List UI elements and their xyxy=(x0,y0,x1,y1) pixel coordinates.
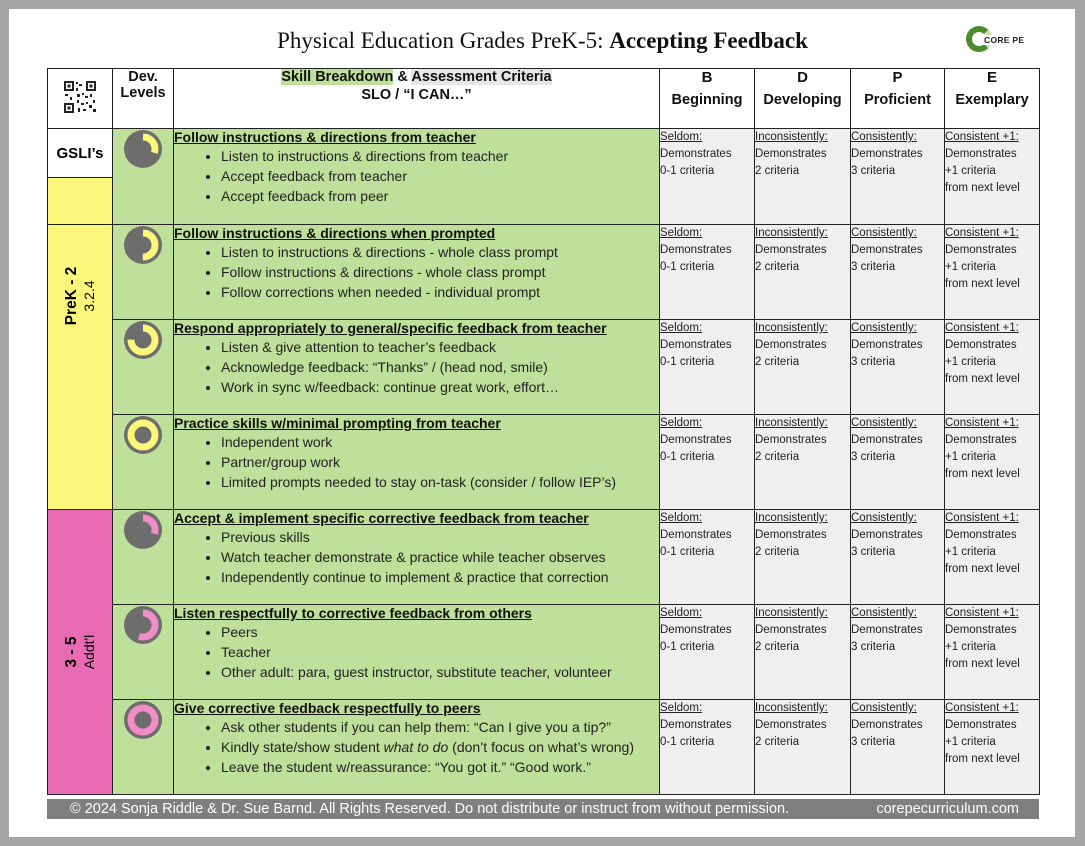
skill-bullet: • Accept feedback from peer xyxy=(221,186,659,206)
criteria-label: Seldom: xyxy=(660,417,703,429)
site-link[interactable]: corepecurriculum.com xyxy=(876,801,1019,817)
skill-bullet: • Ask other students if you can help them: “Can I give you a tip?” xyxy=(221,717,659,737)
criteria-proficient xyxy=(851,320,945,415)
criteria-line: 0-1 criteria xyxy=(660,641,715,653)
skill-bullet: • Accept feedback from teacher xyxy=(221,166,659,186)
skill-bullet: • Follow corrections when needed - individual prompt xyxy=(221,282,659,302)
criteria-line: from next level xyxy=(945,563,1020,575)
skill-bullet-list xyxy=(174,337,659,397)
skill-bullet: • Independently continue to implement & practice that correction xyxy=(221,567,659,587)
level-letter: B xyxy=(701,69,713,86)
gsli-label: GSLI’s xyxy=(48,129,112,178)
criteria-exemplary xyxy=(945,225,1040,320)
criteria-line: 0-1 criteria xyxy=(660,165,715,177)
criteria-developing xyxy=(755,510,851,605)
criteria-line: Demonstrates xyxy=(851,148,923,160)
criteria-line: from next level xyxy=(945,373,1020,385)
skill-bullet: • Listen to instructions & directions from teacher xyxy=(221,146,659,166)
grade-band-prek-2 xyxy=(48,225,113,510)
level-header-proficient xyxy=(851,69,945,129)
criteria-line: +1 criteria xyxy=(945,261,996,273)
criteria-label: Consistent +1: xyxy=(945,417,1019,429)
criteria-line: +1 criteria xyxy=(945,546,996,558)
criteria-label: Consistent +1: xyxy=(945,227,1019,239)
criteria-line: 2 criteria xyxy=(755,356,800,368)
skill-bullet-list xyxy=(174,242,659,302)
criteria-label: Consistently: xyxy=(851,131,917,143)
criteria-line: 3 criteria xyxy=(851,451,896,463)
dev-level-cell xyxy=(113,510,174,605)
criteria-label: Inconsistently: xyxy=(755,702,828,714)
criteria-line: Demonstrates xyxy=(755,624,827,636)
criteria-proficient xyxy=(851,225,945,320)
level-letter: E xyxy=(986,69,997,86)
criteria-label: Consistently: xyxy=(851,702,917,714)
skill-heading: Listen respectfully to corrective feedback from others xyxy=(174,605,532,621)
criteria-label: Consistent +1: xyxy=(945,607,1019,619)
criteria-line: 3 criteria xyxy=(851,546,896,558)
qr-code-icon[interactable] xyxy=(63,80,97,114)
criteria-line: from next level xyxy=(945,182,1020,194)
skill-bullet-list xyxy=(174,527,659,587)
criteria-label: Seldom: xyxy=(660,131,703,143)
criteria-line: Demonstrates xyxy=(945,529,1017,541)
skill-bullet: • Peers xyxy=(221,622,659,642)
criteria-line: Demonstrates xyxy=(945,244,1017,256)
level-letter: D xyxy=(797,69,808,86)
criteria-line: +1 criteria xyxy=(945,165,996,177)
dial-center xyxy=(136,523,150,537)
skill-bullet-list xyxy=(174,146,659,206)
qr-code-cell xyxy=(48,69,113,129)
level-name: Proficient xyxy=(864,92,931,108)
skill-bullet: • Acknowledge feedback: “Thanks” / (head nod, smile) xyxy=(221,357,659,377)
criteria-label: Seldom: xyxy=(660,322,703,334)
skill-breakdown-label: Skill Breakdown xyxy=(281,69,394,85)
skill-cell xyxy=(174,700,660,795)
criteria-line: 3 criteria xyxy=(851,356,896,368)
header-row xyxy=(48,69,1040,129)
criteria-line: from next level xyxy=(945,468,1020,480)
logo-text: CORE PE xyxy=(984,35,1025,45)
skill-cell xyxy=(174,225,660,320)
skill-bullet: • Limited prompts needed to stay on-task (consider / follow IEP’s) xyxy=(221,472,659,492)
skill-bullet: • Other adult: para, guest instructor, substitute teacher, volunteer xyxy=(221,662,659,682)
criteria-line: 2 criteria xyxy=(755,641,800,653)
criteria-developing xyxy=(755,320,851,415)
criteria-label: Consistently: xyxy=(851,607,917,619)
footer-bar xyxy=(47,799,1039,819)
dial-center xyxy=(136,713,150,727)
grade-band-label xyxy=(63,267,97,326)
dev-level-dial-icon xyxy=(123,510,163,550)
skill-bullet: • Listen & give attention to teacher’s feedback xyxy=(221,337,659,357)
gsli-cell xyxy=(48,129,113,225)
skill-cell xyxy=(174,415,660,510)
criteria-line: Demonstrates xyxy=(660,339,732,351)
criteria-line: 0-1 criteria xyxy=(660,451,715,463)
skill-bullet: • Kindly state/show student what to do (don’t focus on what’s wrong) xyxy=(221,737,659,757)
criteria-developing xyxy=(755,415,851,510)
criteria-line: +1 criteria xyxy=(945,451,996,463)
skill-bullet-list xyxy=(174,622,659,682)
level-name: Exemplary xyxy=(955,92,1029,108)
dev-level-cell xyxy=(113,605,174,700)
dev-levels-header: Dev. Levels xyxy=(113,69,174,129)
dev-level-dial-icon xyxy=(123,320,163,360)
dial-center xyxy=(136,428,150,442)
criteria-line: Demonstrates xyxy=(851,244,923,256)
criteria-line: 0-1 criteria xyxy=(660,546,715,558)
skill-heading: Accept & implement specific corrective feedback from teacher xyxy=(174,510,589,526)
dial-center xyxy=(136,333,150,347)
dial-center xyxy=(136,238,150,252)
criteria-label: Consistently: xyxy=(851,322,917,334)
criteria-proficient xyxy=(851,605,945,700)
criteria-line: 0-1 criteria xyxy=(660,356,715,368)
dev-level-cell xyxy=(113,129,174,225)
skill-bullet: • Teacher xyxy=(221,642,659,662)
criteria-beginning xyxy=(660,129,755,225)
criteria-line: Demonstrates xyxy=(851,339,923,351)
title-prefix: Physical Education Grades PreK-5: xyxy=(277,28,604,53)
skill-bullet: • Leave the student w/reassurance: “You got it.” “Good work.” xyxy=(221,757,659,777)
rubric-row xyxy=(48,605,1040,700)
skill-heading: Give corrective feedback respectfully to peers xyxy=(174,700,481,716)
criteria-exemplary xyxy=(945,129,1040,225)
criteria-line: Demonstrates xyxy=(755,244,827,256)
skill-bullet: • Partner/group work xyxy=(221,452,659,472)
skill-cell xyxy=(174,510,660,605)
dial-center xyxy=(136,142,150,156)
skill-bullet: • Previous skills xyxy=(221,527,659,547)
criteria-beginning xyxy=(660,320,755,415)
skill-heading: Practice skills w/minimal prompting from teacher xyxy=(174,415,501,431)
title-topic: Accepting Feedback xyxy=(609,28,808,53)
criteria-label: Inconsistently: xyxy=(755,322,828,334)
skill-bullet: • Listen to instructions & directions - whole class prompt xyxy=(221,242,659,262)
dev-level-dial-icon xyxy=(123,700,163,740)
criteria-line: Demonstrates xyxy=(945,719,1017,731)
grade-band-label xyxy=(63,635,97,670)
criteria-exemplary xyxy=(945,700,1040,795)
criteria-line: Demonstrates xyxy=(755,148,827,160)
criteria-line: +1 criteria xyxy=(945,356,996,368)
criteria-line: Demonstrates xyxy=(660,148,732,160)
criteria-line: Demonstrates xyxy=(851,719,923,731)
grade-band-3-5 xyxy=(48,510,113,795)
criteria-line: Demonstrates xyxy=(945,624,1017,636)
page-title xyxy=(0,28,1085,54)
criteria-label: Consistent +1: xyxy=(945,131,1019,143)
grade-band-k2-top xyxy=(48,178,112,224)
criteria-label: Consistent +1: xyxy=(945,702,1019,714)
criteria-line: Demonstrates xyxy=(660,624,732,636)
skill-heading: Follow instructions & directions from teacher xyxy=(174,129,476,145)
skill-bullet: • Independent work xyxy=(221,432,659,452)
criteria-line: Demonstrates xyxy=(851,624,923,636)
skill-bullet: • Follow instructions & directions - whole class prompt xyxy=(221,262,659,282)
level-header-exemplary xyxy=(945,69,1040,129)
criteria-line: 2 criteria xyxy=(755,261,800,273)
criteria-label: Consistent +1: xyxy=(945,512,1019,524)
criteria-line: 2 criteria xyxy=(755,165,800,177)
skill-bullet-list xyxy=(174,432,659,492)
rubric-table xyxy=(47,68,1040,795)
emphasis-phrase: what to do xyxy=(383,739,449,755)
grade-standard-code: Addt'l xyxy=(81,634,97,670)
criteria-label: Consistent +1: xyxy=(945,322,1019,334)
rubric-row xyxy=(48,510,1040,605)
dev-level-cell xyxy=(113,225,174,320)
criteria-line: Demonstrates xyxy=(660,434,732,446)
level-header-beginning xyxy=(660,69,755,129)
skill-cell xyxy=(174,605,660,700)
criteria-label: Consistently: xyxy=(851,417,917,429)
dial-center xyxy=(136,618,150,632)
grade-standard-code: 3.2.4 xyxy=(81,280,97,312)
dev-level-dial-icon xyxy=(123,225,163,265)
criteria-label: Consistently: xyxy=(851,512,917,524)
criteria-line: +1 criteria xyxy=(945,641,996,653)
level-letter: P xyxy=(892,69,903,86)
criteria-line: from next level xyxy=(945,658,1020,670)
criteria-line: Demonstrates xyxy=(755,339,827,351)
copyright-text: © 2024 Sonja Riddle & Dr. Sue Barnd. All Rights Reserved. Do not distribute or instruct from without permission. xyxy=(70,801,790,817)
criteria-beginning xyxy=(660,225,755,320)
criteria-label: Inconsistently: xyxy=(755,607,828,619)
criteria-line: Demonstrates xyxy=(660,719,732,731)
slo-label: SLO / “I CAN…” xyxy=(361,87,472,103)
criteria-line: 2 criteria xyxy=(755,451,800,463)
rubric-row xyxy=(48,415,1040,510)
skill-heading: Respond appropriately to general/specific feedback from teacher xyxy=(174,320,607,336)
rubric-row xyxy=(48,700,1040,795)
criteria-label: Consistently: xyxy=(851,227,917,239)
criteria-line: Demonstrates xyxy=(660,529,732,541)
criteria-proficient xyxy=(851,415,945,510)
skill-heading: Follow instructions & directions when prompted xyxy=(174,225,496,241)
criteria-beginning xyxy=(660,510,755,605)
criteria-line: 3 criteria xyxy=(851,641,896,653)
criteria-exemplary xyxy=(945,605,1040,700)
grade-range: PreK - 2 xyxy=(63,266,80,326)
criteria-line: +1 criteria xyxy=(945,736,996,748)
criteria-beginning xyxy=(660,605,755,700)
criteria-label: Seldom: xyxy=(660,512,703,524)
dev-level-dial-icon xyxy=(123,605,163,645)
criteria-proficient xyxy=(851,510,945,605)
criteria-label: Inconsistently: xyxy=(755,131,828,143)
criteria-beginning xyxy=(660,700,755,795)
criteria-line: 3 criteria xyxy=(851,165,896,177)
criteria-label: Inconsistently: xyxy=(755,227,828,239)
dev-level-cell xyxy=(113,700,174,795)
criteria-label: Seldom: xyxy=(660,607,703,619)
criteria-label: Inconsistently: xyxy=(755,417,828,429)
criteria-line: 2 criteria xyxy=(755,546,800,558)
criteria-proficient xyxy=(851,700,945,795)
criteria-exemplary xyxy=(945,415,1040,510)
criteria-line: Demonstrates xyxy=(851,529,923,541)
criteria-line: 0-1 criteria xyxy=(660,261,715,273)
criteria-developing xyxy=(755,129,851,225)
criteria-line: Demonstrates xyxy=(945,434,1017,446)
skill-cell xyxy=(174,320,660,415)
criteria-proficient xyxy=(851,129,945,225)
dev-level-cell xyxy=(113,320,174,415)
level-name: Developing xyxy=(763,92,842,108)
criteria-line: Demonstrates xyxy=(945,339,1017,351)
criteria-beginning xyxy=(660,415,755,510)
dev-level-dial-icon xyxy=(123,129,163,169)
criteria-line: Demonstrates xyxy=(851,434,923,446)
criteria-line: Demonstrates xyxy=(755,719,827,731)
criteria-exemplary xyxy=(945,510,1040,605)
core-pe-logo xyxy=(966,26,1026,64)
criteria-developing xyxy=(755,225,851,320)
skill-cell xyxy=(174,129,660,225)
rubric-row xyxy=(48,225,1040,320)
criteria-label: Inconsistently: xyxy=(755,512,828,524)
criteria-label: Seldom: xyxy=(660,227,703,239)
dev-level-dial-icon xyxy=(123,415,163,455)
skill-header xyxy=(174,69,660,129)
rubric-row xyxy=(48,129,1040,225)
assessment-criteria-label: Assessment Criteria xyxy=(411,69,552,85)
criteria-line: 0-1 criteria xyxy=(660,736,715,748)
level-header-developing xyxy=(755,69,851,129)
criteria-line: Demonstrates xyxy=(660,244,732,256)
criteria-line: Demonstrates xyxy=(755,529,827,541)
skill-bullet-list xyxy=(174,717,659,777)
criteria-line: 3 criteria xyxy=(851,261,896,273)
level-name: Beginning xyxy=(671,92,743,108)
grade-range: 3 - 5 xyxy=(63,636,80,668)
criteria-line: Demonstrates xyxy=(755,434,827,446)
criteria-line: from next level xyxy=(945,278,1020,290)
dev-level-cell xyxy=(113,415,174,510)
criteria-developing xyxy=(755,605,851,700)
criteria-line: Demonstrates xyxy=(945,148,1017,160)
criteria-line: from next level xyxy=(945,753,1020,765)
skill-bullet: • Watch teacher demonstrate & practice while teacher observes xyxy=(221,547,659,567)
criteria-line: 3 criteria xyxy=(851,736,896,748)
ampersand-label: & xyxy=(397,69,408,85)
criteria-line: 2 criteria xyxy=(755,736,800,748)
criteria-exemplary xyxy=(945,320,1040,415)
rubric-row xyxy=(48,320,1040,415)
criteria-label: Seldom: xyxy=(660,702,703,714)
criteria-developing xyxy=(755,700,851,795)
skill-bullet: • Work in sync w/feedback: continue great work, effort… xyxy=(221,377,659,397)
